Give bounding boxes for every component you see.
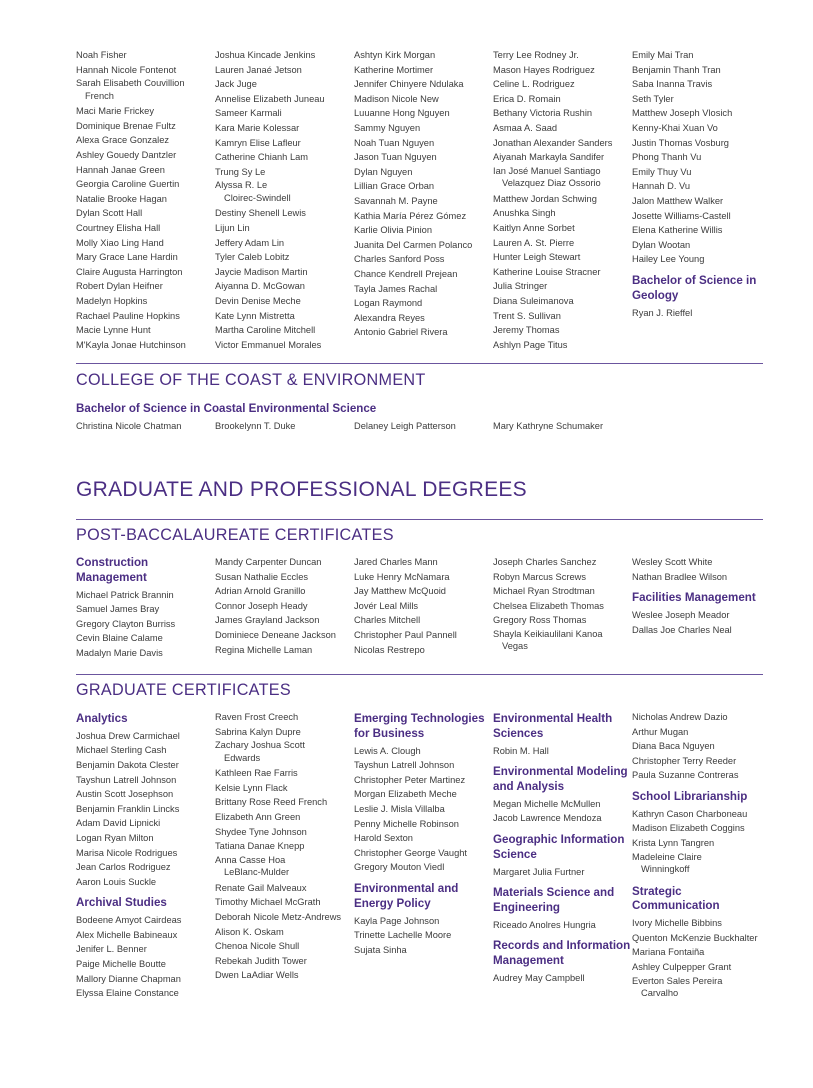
program-title: Records and Information Management [493, 939, 631, 968]
list-item: Sameer Karmali [215, 108, 282, 119]
list-item: Martha Caroline Mitchell [215, 325, 316, 336]
list-item: Madison Nicole New [354, 93, 439, 104]
list-item: Raven Frost Creech [215, 712, 299, 722]
list-item: Kamryn Elise Lafleur [215, 137, 301, 148]
list-item: Dylan Wootan [632, 239, 691, 250]
list-item: Katherine Louise Stracner [493, 266, 601, 277]
list-item: Ian José Manuel Santiago Velazquez Diaz Ossorio [493, 165, 601, 189]
list-item: Shydee Tyne Johnson [215, 826, 307, 837]
list-item: Karlie Olivia Pinion [354, 225, 433, 236]
list-item: Logan Ryan Milton [76, 832, 154, 843]
list-item: Juanita Del Carmen Polanco [354, 239, 473, 250]
list-item: Georgia Caroline Guertin [76, 179, 180, 190]
list-item: Josette Williams-Castell [632, 210, 731, 221]
program-title: Facilities Management [632, 591, 756, 605]
list-item: Jack Juge [215, 79, 257, 90]
list-item: Jovér Leal Mills [354, 600, 419, 611]
list-item: Alex Michelle Babineaux [76, 929, 178, 940]
list-item: Robin M. Hall [493, 745, 549, 756]
list-item: Austin Scott Josephson [76, 789, 174, 800]
program-title: Bachelor of Science in Geology [632, 273, 757, 302]
list-item: Lauren Janaé Jetson [215, 64, 302, 75]
undergrad-col-3 [354, 48, 492, 340]
list-item: Kara Marie Kolessar [215, 122, 300, 133]
list-item: Jeffery Adam Lin [215, 237, 285, 248]
list-item: Courtney Elisha Hall [76, 222, 161, 233]
list-item: Jaycie Madison Martin [215, 266, 308, 277]
list-item: Mary Grace Lane Hardin [76, 252, 178, 263]
list-item: Dylan Scott Hall [76, 208, 143, 219]
program-title: School Librarianship [632, 789, 748, 803]
list-item: Nicholas Andrew Dazio [632, 712, 728, 722]
list-item: Rachael Pauline Hopkins [76, 310, 180, 321]
list-item: Michael Ryan Strodtman [493, 586, 595, 597]
list-item: Tatiana Danae Knepp [215, 841, 305, 852]
list-item: Michael Sterling Cash [76, 745, 167, 756]
list-item: Robert Dylan Heifner [76, 281, 163, 292]
list-item: Annelise Elizabeth Juneau [215, 93, 325, 104]
program-title: Environmental and Energy Policy [354, 881, 459, 910]
program-title: Materials Science and Engineering [493, 886, 615, 914]
list-item: Macie Lynne Hunt [76, 325, 151, 336]
list-item: Sabrina Kalyn Dupre [215, 726, 301, 737]
list-item: Joseph Charles Sanchez [493, 557, 597, 567]
list-item: Natalie Brooke Hagan [76, 193, 167, 204]
list-item: Joshua Drew Carmichael [76, 730, 180, 741]
list-item: Christopher Peter Martinez [354, 774, 466, 785]
list-item: Christopher Terry Reeder [632, 755, 737, 766]
list-item: Robyn Marcus Screws [493, 571, 586, 582]
list-item: Erica D. Romain [493, 93, 561, 104]
list-item: Dominique Brenae Fultz [76, 120, 176, 131]
list-item: Jared Charles Mann [354, 557, 438, 567]
list-item: Luuanne Hong Nguyen [354, 108, 450, 119]
list-item: Charles Mitchell [354, 615, 421, 626]
list-item: Maci Marie Frickey [76, 106, 154, 117]
list-item: Nicolas Restrepo [354, 644, 425, 655]
list-item: Jalon Matthew Walker [632, 195, 724, 206]
list-item: Diana Suleimanova [493, 295, 574, 306]
list-item: Jean Carlos Rodriguez [76, 862, 171, 873]
list-item: Regina Michelle Laman [215, 644, 313, 655]
list-item: Renate Gail Malveaux [215, 882, 307, 893]
list-item: Catherine Chianh Lam [215, 152, 309, 163]
gradcert-col-3 [354, 712, 492, 957]
list-item: Brittany Rose Reed French [215, 797, 328, 808]
list-item: Michael Patrick Brannin [76, 589, 174, 600]
list-item: Connor Joseph Heady [215, 600, 308, 611]
list-item: Julia Stringer [493, 281, 548, 292]
list-item: Saba Inanna Travis [632, 79, 713, 90]
list-item: Samuel James Bray [76, 604, 160, 615]
list-item: Jonathan Alexander Sanders [493, 137, 613, 148]
list-item: Ryan J. Rieffel [632, 307, 693, 318]
list-item: Antonio Gabriel Rivera [354, 327, 448, 338]
list-item: Christopher Paul Pannell [354, 629, 457, 640]
list-item: Morgan Elizabeth Meche [354, 789, 457, 800]
list-item: Trinette Lachelle Moore [354, 930, 452, 941]
list-item: Gregory Clayton Burriss [76, 618, 176, 629]
list-item: Madalyn Marie Davis [76, 647, 163, 658]
list-item: Aiyanna D. McGowan [215, 281, 305, 292]
list-item: Joshua Kincade Jenkins [215, 50, 316, 60]
list-item: Noah Fisher [76, 50, 127, 60]
list-item: Christina Nicole Chatman [76, 421, 182, 431]
divider [76, 674, 763, 675]
undergrad-col-5 [632, 48, 770, 320]
list-item: Kayla Page Johnson [354, 915, 440, 926]
list-item: Kate Lynn Mistretta [215, 310, 295, 321]
list-item: Anushka Singh [493, 208, 556, 219]
undergrad-col-4 [493, 48, 631, 352]
list-item: Krista Lynn Tangren [632, 837, 715, 848]
list-item: Kelsie Lynn Flack [215, 782, 288, 793]
list-item: Wesley Scott White [632, 557, 713, 567]
list-item: Delaney Leigh Patterson [354, 421, 456, 431]
list-item: Hannah Janae Green [76, 164, 165, 175]
list-item: Charles Sanford Poss [354, 254, 445, 265]
gradcert-col-4 [493, 712, 631, 986]
list-item: Dwen LaAdiar Wells [215, 970, 299, 981]
list-item: Elizabeth Ann Green [215, 811, 301, 822]
list-item: Timothy Michael McGrath [215, 897, 321, 908]
list-item: Jacob Lawrence Mendoza [493, 813, 602, 824]
list-item: Devin Denise Meche [215, 295, 301, 306]
list-item: Phong Thanh Vu [632, 152, 702, 163]
list-item: Tayla James Rachal [354, 283, 438, 294]
list-item: Destiny Shenell Lewis [215, 208, 306, 219]
list-item: Dallas Joe Charles Neal [632, 624, 732, 635]
program-title: Emerging Technologies for Business [354, 712, 485, 740]
list-item: Lijun Lin [215, 222, 250, 233]
list-item: Deborah Nicole Metz-Andrews [215, 911, 342, 922]
list-item: Alyssa R. Le Cloirec-Swindell [215, 180, 291, 203]
list-item: Sarah Elisabeth Couvillion French [76, 78, 185, 101]
list-item: Trent S. Sullivan [493, 310, 561, 321]
list-item: Weslee Joseph Meador [632, 609, 730, 620]
list-item: Elyssa Elaine Constance [76, 988, 179, 999]
list-item: Penny Michelle Robinson [354, 818, 459, 829]
list-item: Claire Augusta Harrington [76, 266, 183, 277]
list-item: Mason Hayes Rodriguez [493, 64, 595, 75]
list-item: Jay Matthew McQuoid [354, 586, 446, 597]
list-item: Adrian Arnold Granillo [215, 586, 306, 597]
list-item: Molly Xiao Ling Hand [76, 237, 164, 248]
list-item: Madeleine Claire Winningkoff [632, 851, 702, 874]
list-item: Lewis A. Clough [354, 745, 421, 756]
postbacc-heading: POST-BACCALAUREATE CERTIFICATES [76, 526, 394, 544]
list-item: Lauren A. St. Pierre [493, 237, 575, 248]
list-item: Everton Sales Pereira Carvalho [632, 975, 723, 998]
list-item: Chelsea Elizabeth Thomas [493, 600, 604, 611]
list-item: Seth Tyler [632, 93, 674, 104]
list-item: Mandy Carpenter Duncan [215, 557, 322, 567]
list-item: Chance Kendrell Prejean [354, 268, 458, 279]
list-item: Diana Baca Nguyen [632, 741, 715, 752]
list-item: Riceado Anolres Hungria [493, 919, 596, 930]
program-title: Environmental Modeling and Analysis [493, 765, 628, 793]
list-item: Chenoa Nicole Shull [215, 941, 300, 952]
list-item: Jeremy Thomas [493, 325, 560, 336]
list-item: Lillian Grace Orban [354, 181, 435, 192]
college-heading: COLLEGE OF THE COAST & ENVIRONMENT [76, 371, 426, 389]
list-item: Aiyanah Markayla Sandifer [493, 152, 605, 163]
list-item: Ivory Michelle Bibbins [632, 918, 722, 929]
list-item: Susan Nathalie Eccles [215, 571, 309, 582]
program-title: Analytics [76, 712, 128, 725]
list-item: Aaron Louis Suckle [76, 876, 157, 887]
list-item: Benjamin Dakota Clester [76, 759, 179, 770]
list-item: Tayshun Latrell Johnson [354, 760, 455, 771]
gradcert-heading: GRADUATE CERTIFICATES [76, 681, 291, 699]
list-item: Hannah Nicole Fontenot [76, 64, 177, 75]
list-item: Jennifer Chinyere Ndulaka [354, 79, 464, 90]
postbacc-col-2 [215, 555, 353, 657]
list-item: Elena Katherine Willis [632, 225, 723, 236]
list-item: Tayshun Latrell Johnson [76, 774, 177, 785]
list-item: Quenton McKenzie Buckhalter [632, 932, 758, 943]
undergrad-col-1 [76, 48, 214, 352]
divider [76, 363, 763, 364]
list-item: Celine L. Rodriguez [493, 79, 575, 90]
list-item: Madelyn Hopkins [76, 295, 148, 306]
list-item: Savannah M. Payne [354, 195, 438, 206]
gradcert-col-5 [632, 710, 770, 1002]
program-title: Strategic Communication [632, 884, 720, 913]
list-item: Zachary Joshua Scott Edwards [215, 740, 305, 763]
list-item: Luke Henry McNamara [354, 571, 450, 582]
list-item: Harold Sexton [354, 833, 413, 844]
list-item: Paula Suzanne Contreras [632, 770, 739, 781]
list-item: Audrey May Campbell [493, 972, 585, 983]
gradcert-col-1 [76, 712, 214, 1001]
list-item: Leslie J. Misla Villalba [354, 803, 445, 814]
list-item: Gregory Mouton Viedl [354, 862, 445, 873]
list-item: Sammy Nguyen [354, 122, 421, 133]
list-item: Anna Casse Hoa LeBlanc-Mulder [215, 854, 290, 878]
list-item: Jenifer L. Benner [76, 944, 147, 955]
program-title: Archival Studies [76, 896, 167, 910]
postbacc-col-1 [76, 556, 214, 661]
list-item: Noah Tuan Nguyen [354, 137, 435, 148]
list-item: Alexandra Reyes [354, 312, 425, 323]
list-item: Rebekah Judith Tower [215, 955, 307, 966]
list-item: Sujata Sinha [354, 944, 407, 955]
list-item: Madison Elizabeth Coggins [632, 823, 745, 834]
list-item: Ashtyn Kirk Morgan [354, 50, 436, 60]
postbacc-col-3 [354, 555, 492, 657]
list-item: Katherine Mortimer [354, 64, 434, 75]
list-item: Asmaa A. Saad [493, 122, 558, 133]
coastal-program-title: Bachelor of Science in Coastal Environmental Science [76, 402, 377, 415]
list-item: Christopher George Vaught [354, 847, 468, 858]
list-item: Gregory Ross Thomas [493, 615, 587, 626]
list-item: Justin Thomas Vosburg [632, 137, 729, 148]
list-item: Alexa Grace Gonzalez [76, 135, 170, 146]
list-item: Kathleen Rae Farris [215, 768, 298, 779]
list-item: Nathan Bradlee Wilson [632, 571, 728, 582]
list-item: Arthur Mugan [632, 726, 689, 737]
list-item: Marisa Nicole Rodrigues [76, 847, 178, 858]
graduate-heading: GRADUATE AND PROFESSIONAL DEGREES [76, 478, 527, 501]
list-item: Ashley Culpepper Grant [632, 961, 732, 972]
list-item: Jason Tuan Nguyen [354, 152, 437, 163]
list-item: Mary Kathryne Schumaker [493, 421, 604, 431]
list-item: James Grayland Jackson [215, 615, 320, 626]
list-item: Benjamin Franklin Lincks [76, 803, 180, 814]
list-item: Mariana Fontaiña [632, 947, 705, 958]
list-item: Tyler Caleb Lobitz [215, 252, 290, 263]
list-item: Kathia María Pérez Gómez [354, 210, 467, 221]
list-item: M'Kayla Jonae Hutchinson [76, 339, 186, 350]
list-item: Megan Michelle McMullen [493, 798, 601, 809]
list-item: Mallory Dianne Chapman [76, 973, 181, 984]
list-item: Brookelynn T. Duke [215, 421, 296, 431]
list-item: Hannah D. Vu [632, 181, 691, 192]
undergrad-col-2 [215, 48, 353, 352]
list-item: Trung Sy Le [215, 166, 266, 177]
list-item: Benjamin Thanh Tran [632, 64, 721, 75]
list-item: Emily Mai Tran [632, 50, 694, 60]
program-title: Construction Management [76, 556, 149, 584]
postbacc-col-5 [632, 555, 770, 637]
postbacc-col-4 [493, 555, 631, 655]
list-item: Kathryn Cason Charboneau [632, 808, 748, 819]
list-item: Shayla Keikiaulilani Kanoa Vegas [493, 628, 603, 652]
gradcert-col-2 [215, 710, 353, 983]
list-item: Dominiece Deneane Jackson [215, 629, 336, 640]
list-item: Alison K. Oskam [215, 926, 284, 937]
list-item: Dylan Nguyen [354, 166, 413, 177]
list-item: Matthew Joseph Vlosich [632, 108, 733, 119]
list-item: Victor Emmanuel Morales [215, 339, 322, 350]
list-item: Kaitlyn Anne Sorbet [493, 222, 575, 233]
list-item: Bethany Victoria Rushin [493, 108, 593, 119]
list-item: Ashley Gouedy Dantzler [76, 149, 177, 160]
list-item: Terry Lee Rodney Jr. [493, 50, 579, 60]
program-title: Geographic Information Science [493, 832, 625, 861]
list-item: Emily Thuy Vu [632, 166, 692, 177]
program-title: Environmental Health Sciences [493, 712, 613, 740]
divider [76, 519, 763, 520]
list-item: Hunter Leigh Stewart [493, 252, 581, 263]
list-item: Hailey Lee Young [632, 254, 705, 265]
list-item: Adam David Lipnicki [76, 818, 161, 829]
list-item: Kenny-Khai Xuan Vo [632, 122, 718, 133]
list-item: Ashlyn Page Titus [493, 339, 568, 350]
list-item: Margaret Julia Furtner [493, 866, 585, 877]
list-item: Logan Raymond [354, 298, 423, 309]
list-item: Matthew Jordan Schwing [493, 193, 597, 204]
list-item: Paige Michelle Boutte [76, 958, 166, 969]
list-item: Bodeene Amyot Cairdeas [76, 915, 182, 926]
list-item: Cevin Blaine Calame [76, 633, 163, 644]
